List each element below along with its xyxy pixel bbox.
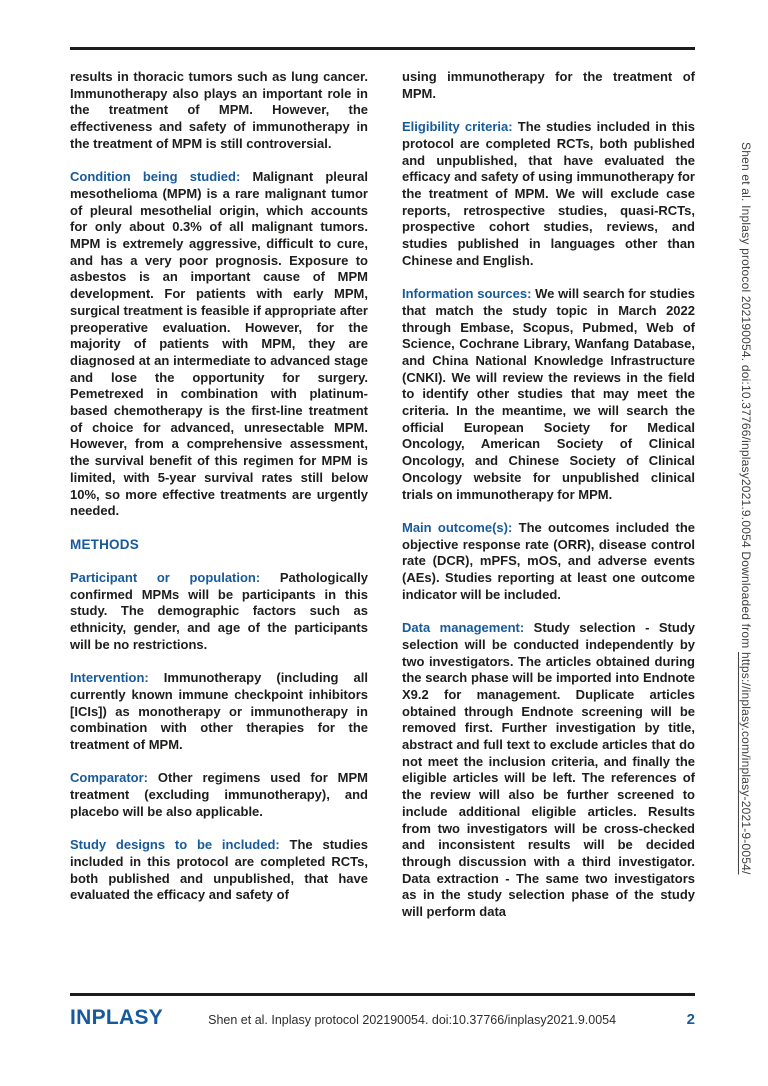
paragraph: [402, 286, 695, 503]
paragraph: [402, 119, 695, 269]
paragraph-text: Malignant pleural mesothelioma (MPM) is a rare malignant tumor of pleural mesothelial origin, which accounts for only about 0.3% of all malignant tumors. MPM is extremely aggressive, difficult to cure, and has a very poor prognosis. Exposure to asbestos is an important cause of MPM development. For patients with early MPM, surgical treatment is feasible if appropriate after preoperative evaluation. However, for the majority of patients with MPM, they are diagnosed at an intermediate to advanced stage and lose the opportunity for surgery. Pemetrexed in combination with platinum-based chemotherapy is the first-line treatment of choice for advanced, unresectable MPM. However, from a comprehensive assessment, the survival benefit of this regimen for MPM is limited, with 5-year survival rates still below 10%, so more effective treatments are urgently needed.: [70, 169, 368, 519]
paragraph-text: The outcomes included the objective response rate (ORR), disease control rate (DCR), mPFS, mOS, and adverse events (AEs). Studies reporting at least one outcome indicator will be included.: [402, 519, 695, 602]
inplasy-logo: INPLASY: [70, 1006, 164, 1029]
section-label-intervention: Intervention:: [70, 670, 149, 686]
paragraph-text: using immunotherapy for the treatment of MPM.: [402, 69, 695, 101]
paragraph: [70, 670, 368, 754]
section-label-data-management: Data management:: [402, 620, 525, 636]
sidebar-vertical-citation: [739, 142, 753, 875]
paragraph-text: Other regimens used for MPM treatment (excluding immunotherapy), and placebo will be also applicable.: [70, 770, 368, 819]
sidebar-citation-url[interactable]: https://inplasy.com/inplasy-2021-9-0054/: [739, 651, 753, 875]
paragraph: [402, 620, 695, 921]
paragraph-text: The studies included in this protocol are completed RCTs, both published and unpublished, that have evaluated the efficacy and safety of using immunotherapy for the treatment of MPM. We will exclude case reports, retrospective studies, quasi-RCTs, prospective cohort studies, reviews, and studies published in languages other than Chinese and English.: [402, 119, 695, 268]
left-column: [70, 69, 368, 921]
paragraph-text: Immunotherapy (including all currently known immune checkpoint inhibitors [ICIs]) as monotherapy or immunotherapy in combination with other therapies for the treatment of MPM.: [70, 670, 368, 753]
section-label-condition: Condition being studied:: [70, 169, 241, 185]
section-label-study-designs: Study designs to be included:: [70, 837, 280, 853]
paragraph-text: results in thoracic tumors such as lung cancer. Immunotherapy also plays an important role in the treatment of MPM. However, the effectiveness and safety of immunotherapy in the treatment of MPM is still controversial.: [70, 69, 368, 151]
top-rule: [70, 47, 695, 50]
paragraph-text: Pathologically confirmed MPMs will be participants in this study. The demographic factors such as ethnicity, gender, and age of the participants will be no restrictions.: [70, 570, 368, 652]
section-label-comparator: Comparator:: [70, 770, 149, 786]
section-label-participant: Participant or population:: [70, 570, 261, 586]
section-label-information-sources: Information sources:: [402, 286, 532, 302]
section-label-eligibility: Eligibility criteria:: [402, 119, 513, 135]
footer-citation: Shen et al. Inplasy protocol 202190054. doi:10.37766/inplasy2021.9.0054: [208, 1013, 617, 1027]
sidebar-citation-text: Shen et al. Inplasy protocol 202190054. doi:10.37766/inplasy2021.9.0054 Downloaded from: [739, 142, 753, 652]
paragraph-text: The studies included in this protocol are completed RCTs, both published and unpublished, that have evaluated the efficacy and safety of: [70, 837, 368, 903]
section-label-main-outcomes: Main outcome(s):: [402, 519, 513, 535]
footer: [70, 1006, 695, 1030]
paragraph: [402, 69, 695, 102]
paragraph: [70, 169, 368, 520]
paragraph: [70, 570, 368, 654]
paragraph-text: We will search for studies that match the study topic in March 2022 through Embase, Scopus, Pubmed, Web of Science, Cochrane Library, Wanfang Database, and China National Knowledge Infrastructure (CNKI). We will review the reviews in the field to identify other studies that may meet the criteria. In the meantime, we will search the official European Society for Medical Oncology, American Society of Clinical Oncology, and Chinese Society of Clinical Oncology website for unpublished clinical trials on immunotherapy for MPM.: [402, 286, 695, 502]
methods-heading: METHODS: [70, 536, 139, 552]
right-column: [402, 69, 695, 937]
bottom-rule: [70, 993, 695, 996]
paragraph: [70, 770, 368, 820]
paragraph-text: Study selection - Study selection will be conducted independently by two investigators. The articles obtained during the search phase will be imported into Endnote X9.2 for management. Duplicate articles obtained through Endnote screening will be removed first. Further investigation by title, abstract and full text to exclude articles that do not meet the inclusion criteria, and finally the eligible articles will be left. The references of the review will also be further screened to include additional eligible articles. Results from two investigators will be cross-checked and inconsistent results will be decided through discussion with a third investigator. Data extraction - The same two investigators as in the study selection phase of the study will perform data: [402, 620, 695, 920]
paragraph: [402, 520, 695, 604]
paragraph: [70, 69, 368, 153]
page-number: 2: [686, 1011, 695, 1028]
paragraph: [70, 837, 368, 904]
